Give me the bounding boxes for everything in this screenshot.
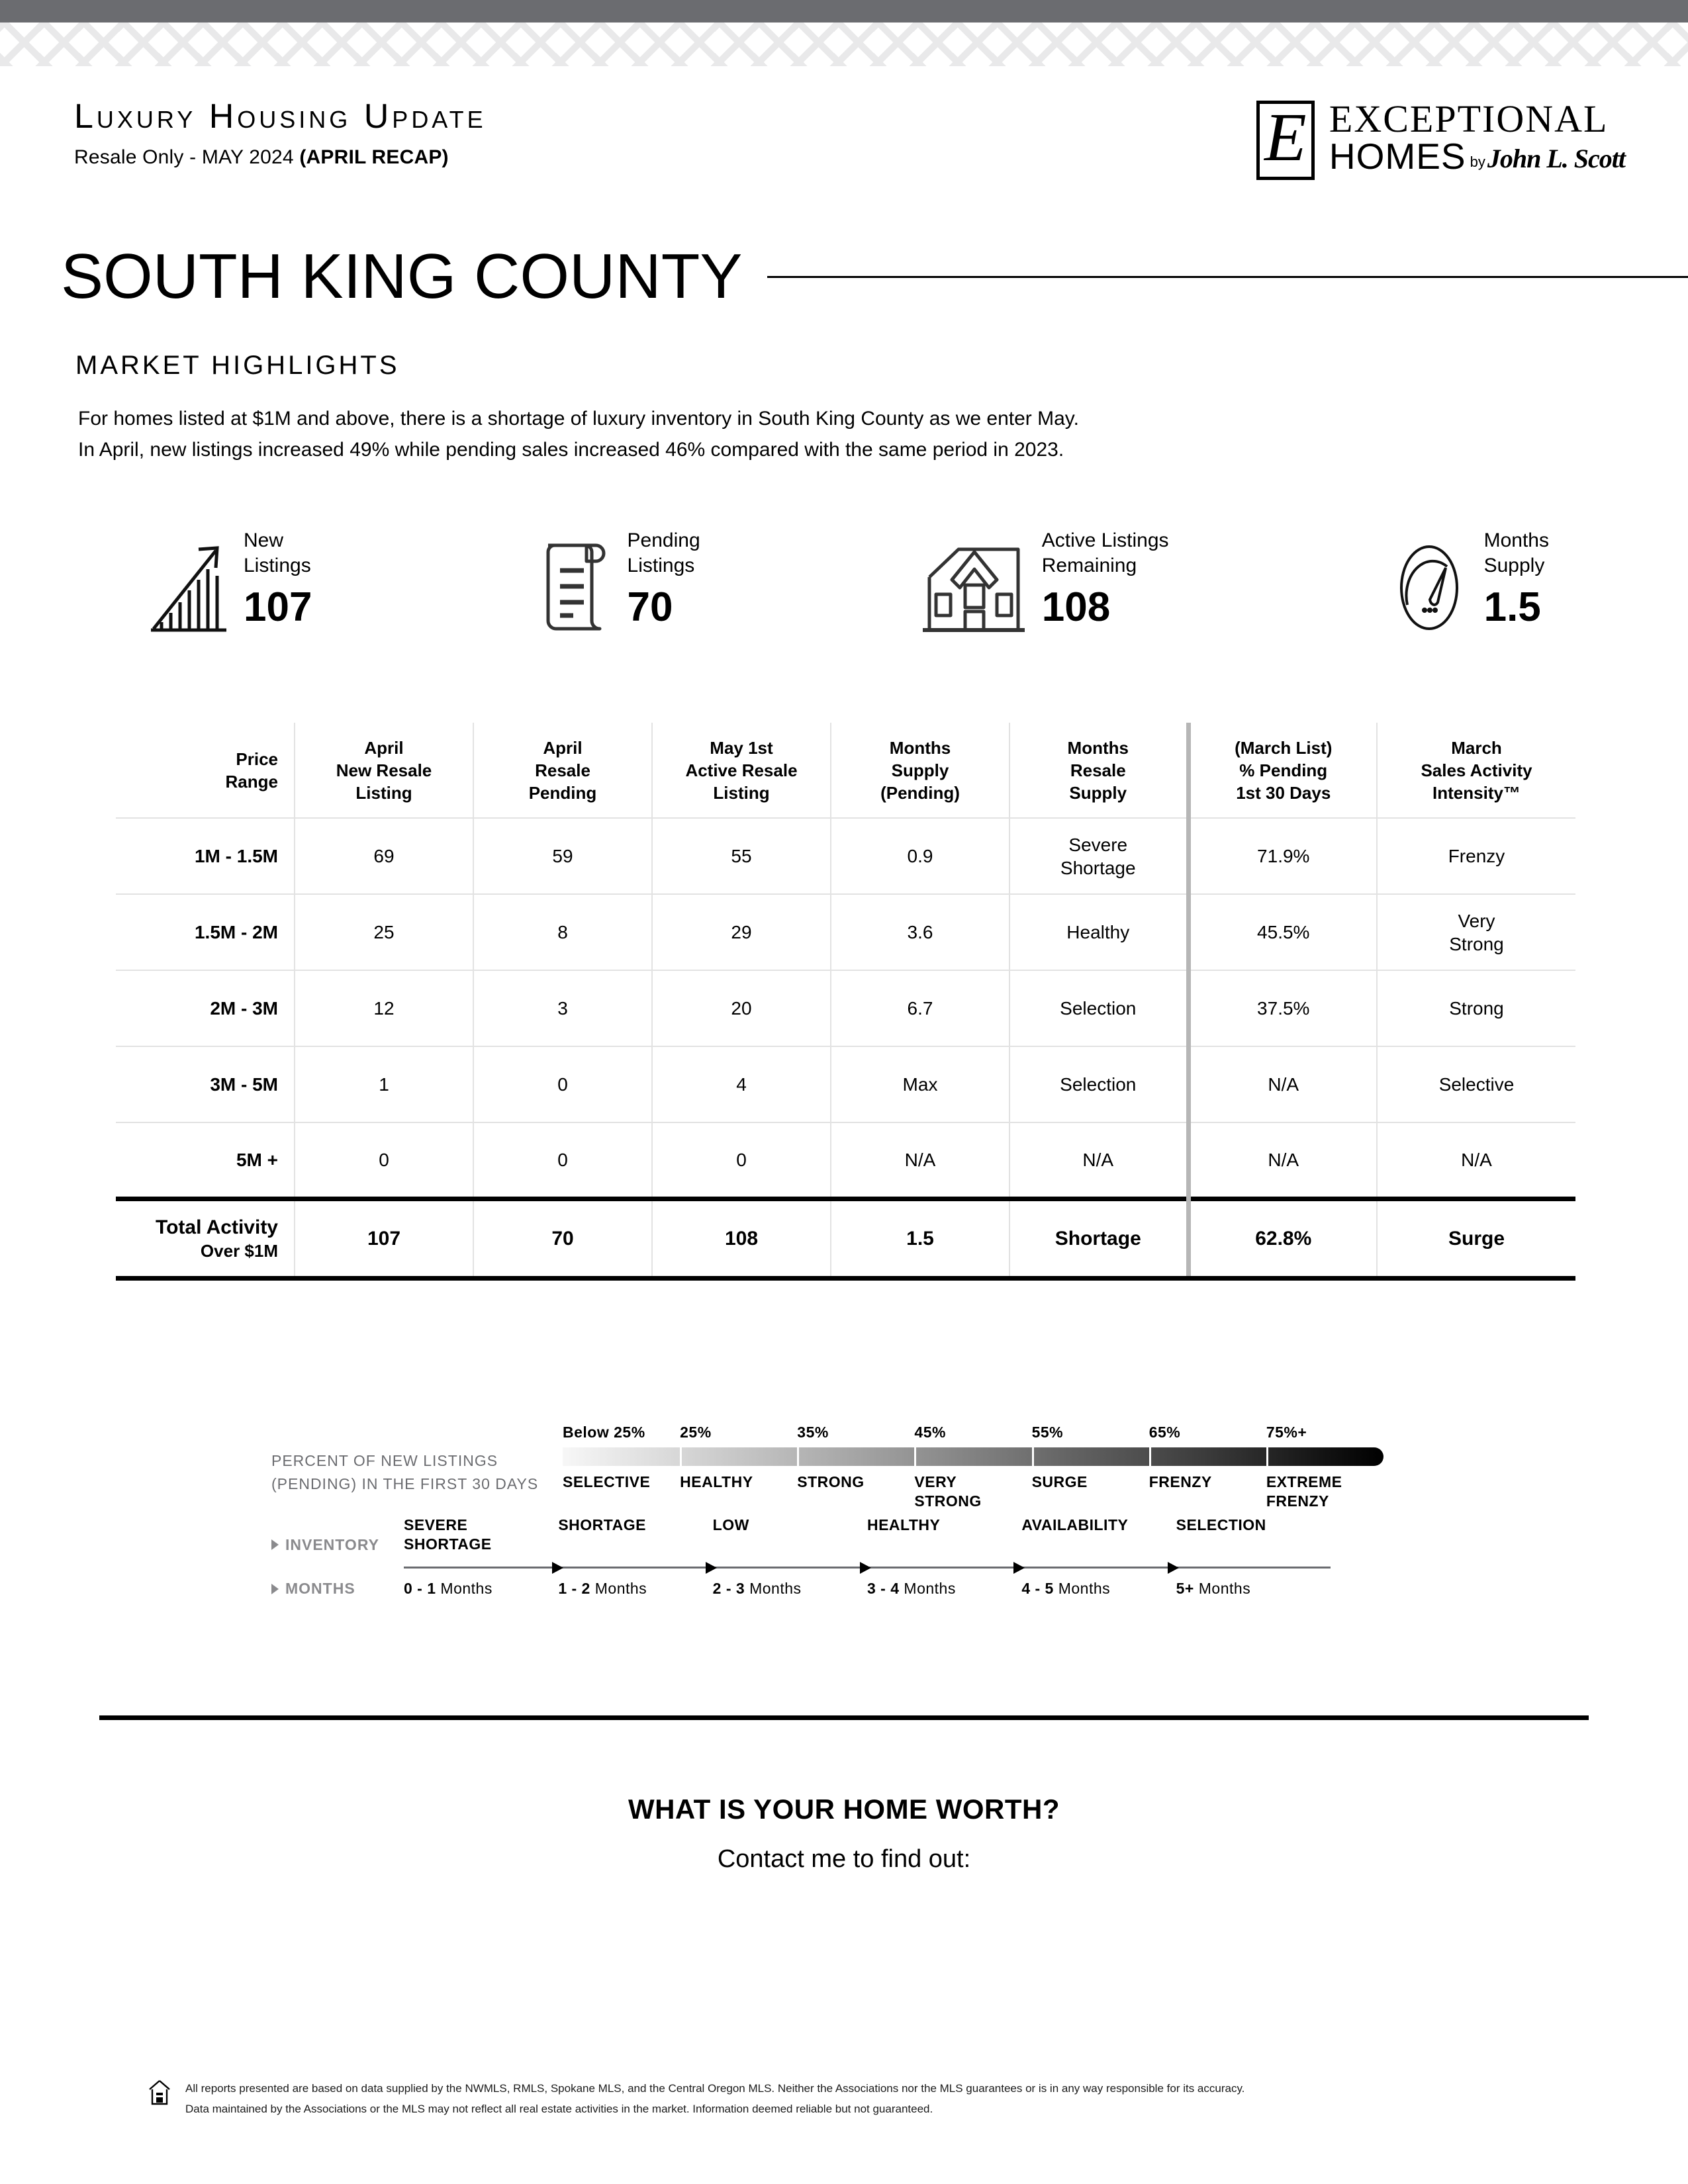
inventory-months-legend xyxy=(271,1516,1331,1598)
kpi-value-months-supply: 1.5 xyxy=(1483,584,1541,630)
percent-gradient-bar xyxy=(563,1447,1383,1466)
table-row xyxy=(116,894,1575,970)
brand-logo xyxy=(1256,97,1625,180)
inventory-key-label: INVENTORY xyxy=(271,1536,404,1554)
triangle-right-icon xyxy=(271,1584,279,1594)
report-period: Resale Only - MAY 2024 xyxy=(74,146,300,168)
axis-arrow-icon xyxy=(706,1562,717,1574)
cell-pending: 0 xyxy=(473,1046,652,1122)
gauge-icon xyxy=(1386,523,1472,635)
cell-active: 29 xyxy=(652,894,831,970)
exceptional-e-mark-icon xyxy=(1256,101,1315,180)
inventory-row xyxy=(271,1516,1331,1554)
cell-pending: 0 xyxy=(473,1122,652,1199)
pct-label: Below 25% xyxy=(563,1424,645,1441)
col-header-april-resale-pending: April Resale Pending xyxy=(473,723,652,818)
inventory-label: AVAILABILITY xyxy=(1021,1516,1129,1533)
scroll-document-icon xyxy=(530,523,616,635)
kpi-active-listings xyxy=(917,523,1169,635)
kpi-label-line1: Active Listings xyxy=(1041,529,1169,551)
cell-pending: 3 xyxy=(473,970,652,1046)
cell-intensity: N/A xyxy=(1377,1122,1575,1199)
cell-total-resale-supply: Shortage xyxy=(1009,1199,1188,1278)
intensity-label: VERY STRONG xyxy=(914,1473,982,1510)
months-label: 1 - 2 Months xyxy=(558,1579,647,1597)
cell-active: 4 xyxy=(652,1046,831,1122)
cell-new-listings: 1 xyxy=(295,1046,473,1122)
cell-price-range: 1.5M - 2M xyxy=(116,894,295,970)
months-label: 2 - 3 Months xyxy=(712,1579,802,1597)
footer-line-2: Data maintained by the Associations or the MLS may not reflect all real estate activities in the market. Information deemed reliable but not guaranteed. xyxy=(185,2103,933,2116)
percent-legend-caption: PERCENT OF NEW LISTINGS (PENDING) IN THE FIRST 30 DAYS xyxy=(271,1452,539,1492)
cell-resale-supply: Selection xyxy=(1009,1046,1188,1122)
cell-pct-pending: 45.5% xyxy=(1188,894,1377,970)
cta-section xyxy=(0,1794,1688,1874)
axis-arrow-icon xyxy=(1013,1562,1025,1574)
cell-active: 0 xyxy=(652,1122,831,1199)
logo-homes: HOMES xyxy=(1329,135,1466,177)
cell-intensity: Frenzy xyxy=(1377,818,1575,894)
cell-pct-pending: N/A xyxy=(1188,1046,1377,1122)
cta-divider xyxy=(99,1715,1589,1720)
cell-new-listings: 25 xyxy=(295,894,473,970)
county-heading-row xyxy=(61,241,1688,312)
cell-intensity: Strong xyxy=(1377,970,1575,1046)
cell-price-range: 1M - 1.5M xyxy=(116,818,295,894)
inventory-label: HEALTHY xyxy=(867,1516,941,1533)
col-header-march-pct-pending: (March List) % Pending 1st 30 Days xyxy=(1188,723,1377,818)
kpi-label-line1: Pending xyxy=(627,529,700,551)
cell-pct-pending: 37.5% xyxy=(1188,970,1377,1046)
equal-housing-opportunity-icon xyxy=(147,2078,172,2107)
bar-chart-up-icon xyxy=(146,523,232,635)
col-header-april-new-resale-listing: April New Resale Listing xyxy=(295,723,473,818)
axis-arrow-icon xyxy=(860,1562,871,1574)
kpi-label-line2: Supply xyxy=(1483,554,1545,576)
cell-pct-pending: 71.9% xyxy=(1188,818,1377,894)
cell-new-listings: 69 xyxy=(295,818,473,894)
cell-months-supply: 3.6 xyxy=(831,894,1009,970)
market-highlights-body xyxy=(78,404,1534,465)
months-label: 0 - 1 Months xyxy=(404,1579,492,1597)
logo-wordmark xyxy=(1329,97,1625,177)
cell-pending: 8 xyxy=(473,894,652,970)
cell-resale-supply: Selection xyxy=(1009,970,1188,1046)
percent-scale-top-labels xyxy=(563,1423,1383,1447)
kpi-months-supply xyxy=(1386,523,1549,635)
county-rule xyxy=(767,276,1688,278)
intensity-label: EXTREME FRENZY xyxy=(1266,1473,1342,1510)
intensity-label: STRONG xyxy=(797,1473,865,1490)
kpi-value-active-listings: 108 xyxy=(1041,584,1111,630)
months-key-label: MONTHS xyxy=(271,1580,404,1598)
percent-pending-legend xyxy=(271,1423,1383,1510)
inventory-label: SEVERE SHORTAGE xyxy=(404,1516,492,1553)
houses-icon xyxy=(917,523,1030,635)
top-chevron-pattern xyxy=(0,23,1688,66)
pct-label: 65% xyxy=(1149,1424,1181,1441)
cell-new-listings: 12 xyxy=(295,970,473,1046)
logo-e-glyph: E xyxy=(1264,99,1307,175)
cell-resale-supply: Severe Shortage xyxy=(1009,818,1188,894)
cell-total-pending: 70 xyxy=(473,1199,652,1278)
inventory-axis xyxy=(404,1559,1331,1576)
cell-price-range: 3M - 5M xyxy=(116,1046,295,1122)
inventory-label: SHORTAGE xyxy=(558,1516,646,1533)
report-header xyxy=(74,99,487,169)
cell-pending: 59 xyxy=(473,818,652,894)
report-recap: (APRIL RECAP) xyxy=(299,146,449,168)
kpi-label-line1: Months xyxy=(1483,529,1549,551)
cta-subtitle: Contact me to find out: xyxy=(717,1845,971,1873)
inventory-label: SELECTION xyxy=(1176,1516,1266,1533)
kpi-label-line2: Remaining xyxy=(1041,554,1137,576)
table-row xyxy=(116,1046,1575,1122)
report-subtitle xyxy=(74,146,487,169)
logo-john-l-scott: John L. Scott xyxy=(1487,143,1625,173)
triangle-right-icon xyxy=(271,1539,279,1550)
cell-total-pct-pending: 62.8% xyxy=(1188,1199,1377,1278)
table-total-row xyxy=(116,1199,1575,1278)
page-title: Luxury Housing Update xyxy=(74,97,487,136)
kpi-new-listings xyxy=(146,523,312,635)
cell-total-new-listings: 107 xyxy=(295,1199,473,1278)
kpi-value-pending-listings: 70 xyxy=(627,584,673,630)
cell-intensity: Very Strong xyxy=(1377,894,1575,970)
kpi-pending-listings xyxy=(530,523,700,635)
intensity-label: SELECTIVE xyxy=(563,1473,651,1490)
cell-total-intensity: Surge xyxy=(1377,1199,1575,1278)
months-label: 5+ Months xyxy=(1176,1579,1251,1597)
cell-months-supply: 6.7 xyxy=(831,970,1009,1046)
col-header-march-sales-activity-intensity: March Sales Activity Intensity™ xyxy=(1421,738,1532,803)
months-row xyxy=(271,1579,1331,1598)
table-row xyxy=(116,970,1575,1046)
highlight-line-1: For homes listed at $1M and above, there is a shortage of luxury inventory in South King County as we enter May. xyxy=(78,408,1079,430)
percent-scale-bottom-labels xyxy=(563,1466,1383,1511)
intensity-label: FRENZY xyxy=(1149,1473,1212,1490)
months-label: 4 - 5 Months xyxy=(1021,1579,1111,1597)
table-row xyxy=(116,1122,1575,1199)
cell-active: 55 xyxy=(652,818,831,894)
cell-total-label: Total Activity Over $1M xyxy=(116,1199,295,1278)
col-header-months-supply-pending: Months Supply (Pending) xyxy=(831,723,1009,818)
intensity-label: HEALTHY xyxy=(680,1473,753,1490)
axis-arrow-icon xyxy=(552,1562,563,1574)
kpi-label-line2: Listings xyxy=(244,554,311,576)
logo-exceptional: EXCEPTIONAL xyxy=(1329,97,1609,140)
kpi-label-line2: Listings xyxy=(627,554,695,576)
table-header-row xyxy=(116,723,1575,818)
cell-resale-supply: N/A xyxy=(1009,1122,1188,1199)
kpi-label-line1: New xyxy=(244,529,284,551)
highlight-line-2: In April, new listings increased 49% while pending sales increased 46% compared with the same period in 2023. xyxy=(78,438,1064,461)
cell-total-months-supply: 1.5 xyxy=(831,1199,1009,1278)
col-header-price-range: Price Range xyxy=(116,723,295,818)
cell-new-listings: 0 xyxy=(295,1122,473,1199)
logo-by: by xyxy=(1470,153,1485,170)
cell-active: 20 xyxy=(652,970,831,1046)
cell-price-range: 5M + xyxy=(116,1122,295,1199)
axis-arrow-icon xyxy=(1168,1562,1179,1574)
col-header-months-resale-supply: Months Resale Supply xyxy=(1009,723,1188,818)
county-name: SOUTH KING COUNTY xyxy=(61,241,743,312)
cell-price-range: 2M - 3M xyxy=(116,970,295,1046)
col-header-may-active-resale-listing: May 1st Active Resale Listing xyxy=(652,723,831,818)
cell-months-supply: 0.9 xyxy=(831,818,1009,894)
cell-months-supply: N/A xyxy=(831,1122,1009,1199)
intensity-label: SURGE xyxy=(1031,1473,1088,1490)
table-row xyxy=(116,818,1575,894)
months-label: 3 - 4 Months xyxy=(867,1579,956,1597)
cell-pct-pending: N/A xyxy=(1188,1122,1377,1199)
market-data-table xyxy=(116,723,1575,1281)
cell-resale-supply: Healthy xyxy=(1009,894,1188,970)
pct-label: 45% xyxy=(914,1424,946,1441)
footer-disclaimer xyxy=(147,2078,1244,2120)
cell-months-supply: Max xyxy=(831,1046,1009,1122)
top-gray-band xyxy=(0,0,1688,23)
inventory-label: LOW xyxy=(712,1516,749,1533)
kpi-value-new-listings: 107 xyxy=(244,584,312,630)
pct-label: 25% xyxy=(680,1424,712,1441)
pct-label: 75%+ xyxy=(1266,1424,1307,1441)
pct-label: 35% xyxy=(797,1424,829,1441)
cell-total-active: 108 xyxy=(652,1199,831,1278)
pct-label: 55% xyxy=(1031,1424,1064,1441)
cta-title: WHAT IS YOUR HOME WORTH? xyxy=(628,1794,1060,1825)
cell-intensity: Selective xyxy=(1377,1046,1575,1122)
footer-line-1: All reports presented are based on data supplied by the NWMLS, RMLS, Spokane MLS, and the Central Oregon MLS. Neither the Associations nor the MLS guarantees or is in any way responsible for its accuracy. xyxy=(185,2082,1245,2095)
kpi-strip xyxy=(146,523,1549,635)
market-highlights-title: MARKET HIGHLIGHTS xyxy=(75,351,400,380)
